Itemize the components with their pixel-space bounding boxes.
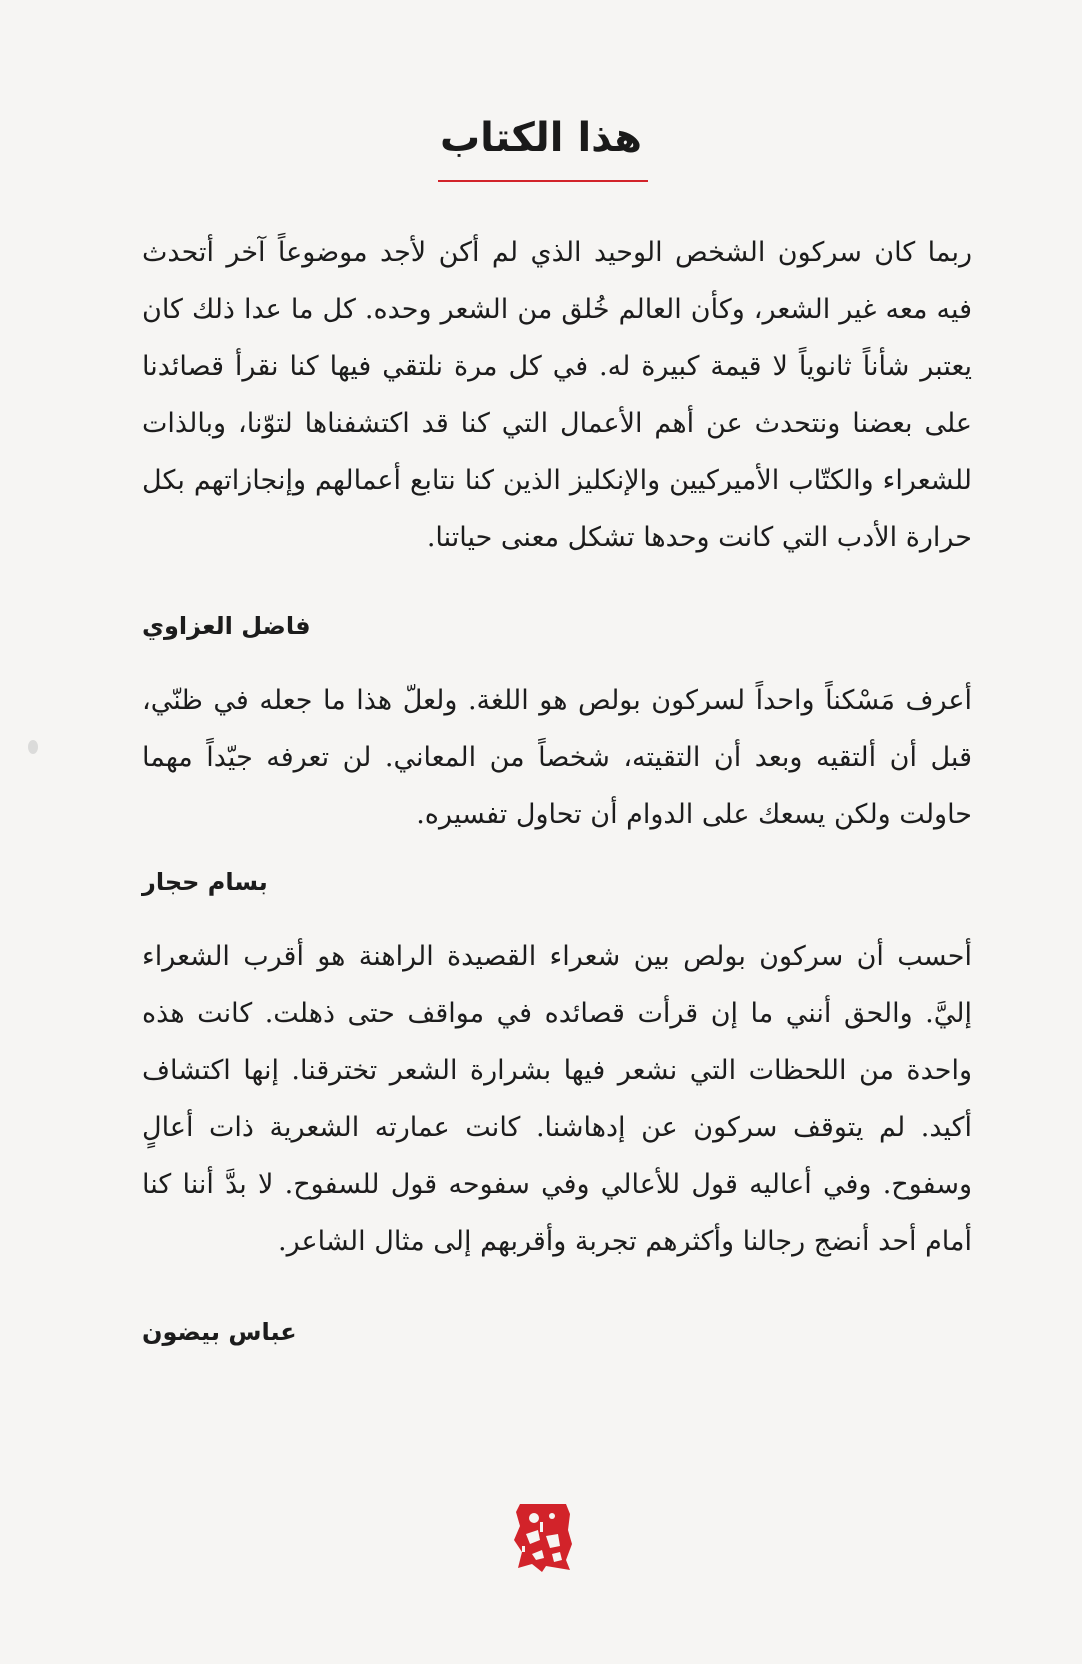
quote-block-3 <box>142 928 972 1270</box>
quote-text-1: ربما كان سركون الشخص الوحيد الذي لم أكن لأجد موضوعاً آخر أتحدث فيه معه غير الشعر، وكأن العالم خُلق من الشعر وحده. كل ما عدا ذلك كان يعتبر شأناً ثانوياً لا قيمة كبيرة له. في كل مرة نلتقي فيها كنا نقرأ قصائدنا على بعضنا ونتحدث عن أهم الأعمال التي كنا قد اكتشفناها لتوّنا، وبالذات للشعراء والكتّاب الأميركيين والإنكليز الذين كنا نتابع أعمالهم وإنجازاتهم بكل حرارة الأدب التي كانت وحدها تشكل معنى حياتنا. <box>142 237 973 553</box>
quote-block-2 <box>142 672 972 843</box>
title-underline <box>438 180 648 182</box>
quote-text-2: أعرف مَسْكناً واحداً لسركون بولص هو اللغة. ولعلّ هذا ما جعله في ظنّي، قبل أن ألتقيه وبعد أن التقيته، شخصاً من المعاني. لن تعرفه جيّداً مهما حاولت ولكن يسعك على الدوام أن تحاول تفسيره. <box>142 685 972 830</box>
quote-author-2: بسام حجار <box>142 868 268 896</box>
paper-speck <box>28 740 38 754</box>
page-title: هذا الكتاب <box>439 115 642 161</box>
quote-block-1 <box>142 224 972 566</box>
quote-text-3: أحسب أن سركون بولص بين شعراء القصيدة الراهنة هو أقرب الشعراء إليَّ. والحق أنني ما إن قرأت قصائده في مواقف حتى ذهلت. كانت هذه واحدة من اللحظات التي نشعر فيها بشرارة الشعر تخترقنا. إنها اكتشاف أكيد. لم يتوقف سركون عن إدهاشنا. كانت عمارته الشعرية ذات أعالٍ وسفوح. وفي أعاليه قول للأعالي وفي سفوحه قول للسفوح. لا بدَّ أننا كنا أمام أحد أنضج رجالنا وأكثرهم تجربة وأقربهم إلى مثال الشاعر. <box>142 941 972 1257</box>
quote-author-1: فاضل العزاوي <box>142 612 311 640</box>
quote-author-3: عباس بيضون <box>142 1318 297 1346</box>
publisher-stamp-icon <box>512 1500 574 1572</box>
